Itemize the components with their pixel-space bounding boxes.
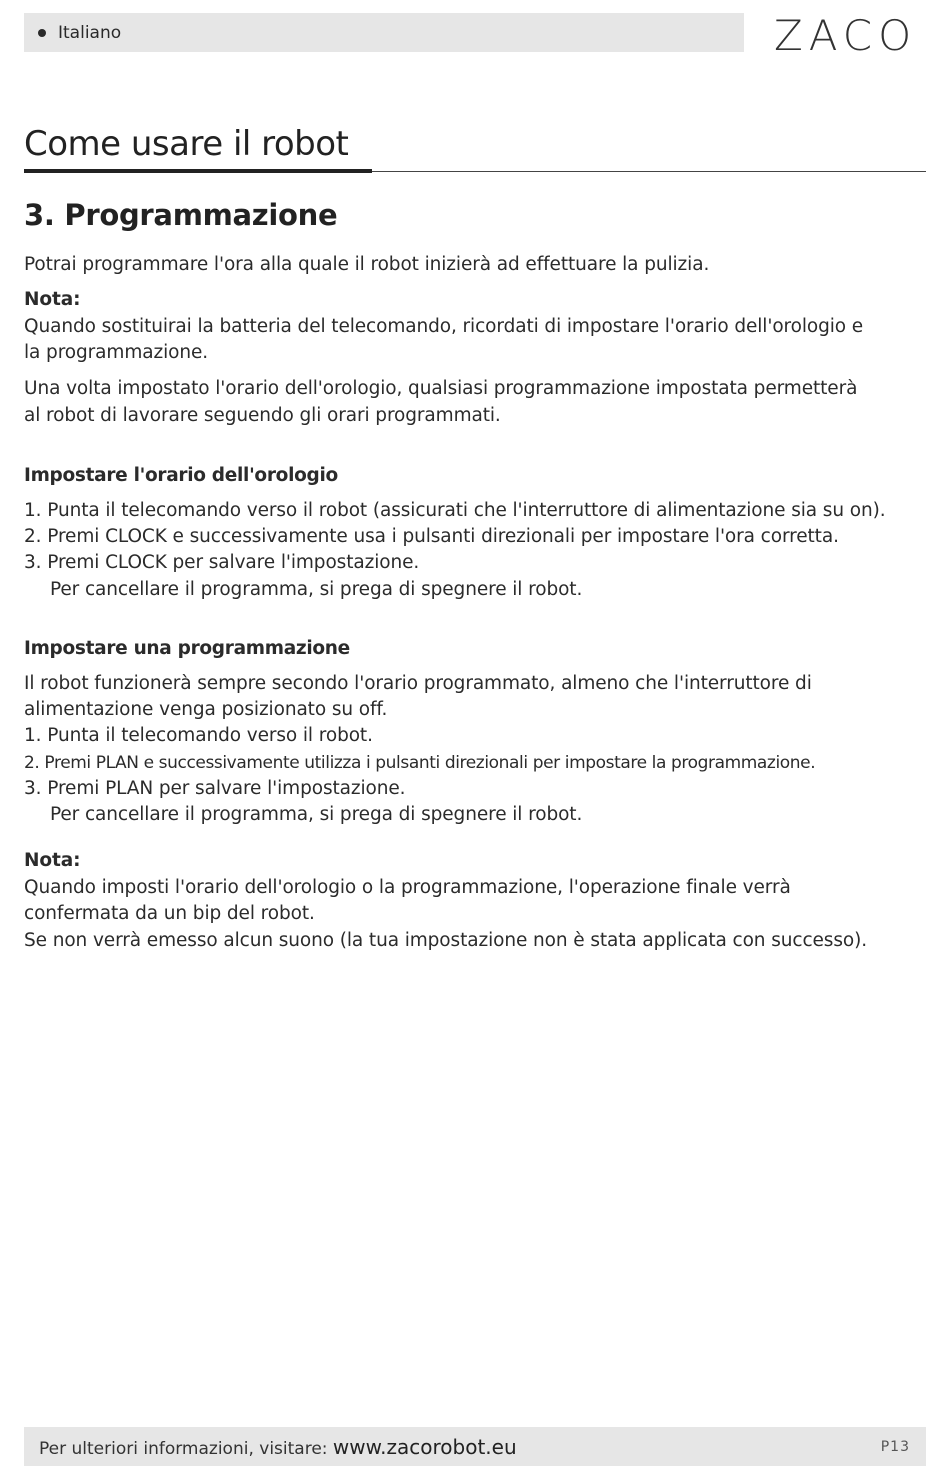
schedule-step: 3. Premi PLAN per salvare l'impostazione. bbox=[24, 778, 406, 799]
language-label: Italiano bbox=[58, 22, 122, 43]
language-bar bbox=[24, 13, 744, 52]
page-footer bbox=[24, 1427, 926, 1466]
paragraph-line: al robot di lavorare seguendo gli orari programmati. bbox=[24, 405, 501, 426]
schedule-cancel-note: Per cancellare il programma, si prega di spegnere il robot. bbox=[50, 804, 583, 825]
schedule-step: 1. Punta il telecomando verso il robot. bbox=[24, 725, 373, 746]
schedule-heading: Impostare una programmazione bbox=[24, 638, 350, 659]
note-line: Se non verrà emesso alcun suono (la tua impostazione non è stata applicata con successo). bbox=[24, 930, 867, 951]
title-underline bbox=[24, 169, 372, 173]
clock-cancel-note: Per cancellare il programma, si prega di spegnere il robot. bbox=[50, 579, 583, 600]
section-heading: 3. Programmazione bbox=[24, 198, 338, 232]
note-line: confermata da un bip del robot. bbox=[24, 903, 315, 924]
clock-step: 3. Premi CLOCK per salvare l'impostazione. bbox=[24, 552, 420, 573]
note-line: Quando imposti l'orario dell'orologio o la programmazione, l'operazione finale verrà bbox=[24, 877, 791, 898]
paragraph-line: Una volta impostato l'orario dell'orologio, qualsiasi programmazione impostata permetterà bbox=[24, 378, 858, 399]
note-line: la programmazione. bbox=[24, 342, 209, 363]
schedule-intro-line: Il robot funzionerà sempre secondo l'orario programmato, almeno che l'interruttore di bbox=[24, 673, 812, 694]
schedule-intro-line: alimentazione venga posizionato su off. bbox=[24, 699, 388, 720]
footer-info bbox=[39, 1435, 517, 1459]
logo-text: ZACO bbox=[774, 11, 918, 56]
clock-step: 2. Premi CLOCK e successivamente usa i pulsanti direzionali per impostare l'ora corretta. bbox=[24, 526, 839, 547]
note-line: Quando sostituirai la batteria del telecomando, ricordati di impostare l'orario dell'orologio e bbox=[24, 316, 864, 337]
schedule-step: 2. Premi PLAN e successivamente utilizza i pulsanti direzionali per impostare la programmazione. bbox=[24, 753, 816, 773]
bullet-icon bbox=[38, 29, 46, 37]
clock-heading: Impostare l'orario dell'orologio bbox=[24, 465, 338, 486]
footer-label: Per ulteriori informazioni, visitare: bbox=[39, 1438, 328, 1459]
clock-step: 1. Punta il telecomando verso il robot (assicurati che l'interruttore di alimentazione sia su on). bbox=[24, 500, 886, 521]
page-number: P13 bbox=[880, 1438, 910, 1455]
note-label: Nota: bbox=[24, 850, 81, 871]
page-title: Come usare il robot bbox=[24, 124, 349, 164]
website-link[interactable]: www.zacorobot.eu bbox=[332, 1434, 517, 1459]
section-intro: Potrai programmare l'ora alla quale il robot inizierà ad effettuare la pulizia. bbox=[24, 254, 710, 275]
zaco-logo bbox=[774, 10, 926, 56]
note-label: Nota: bbox=[24, 289, 81, 310]
